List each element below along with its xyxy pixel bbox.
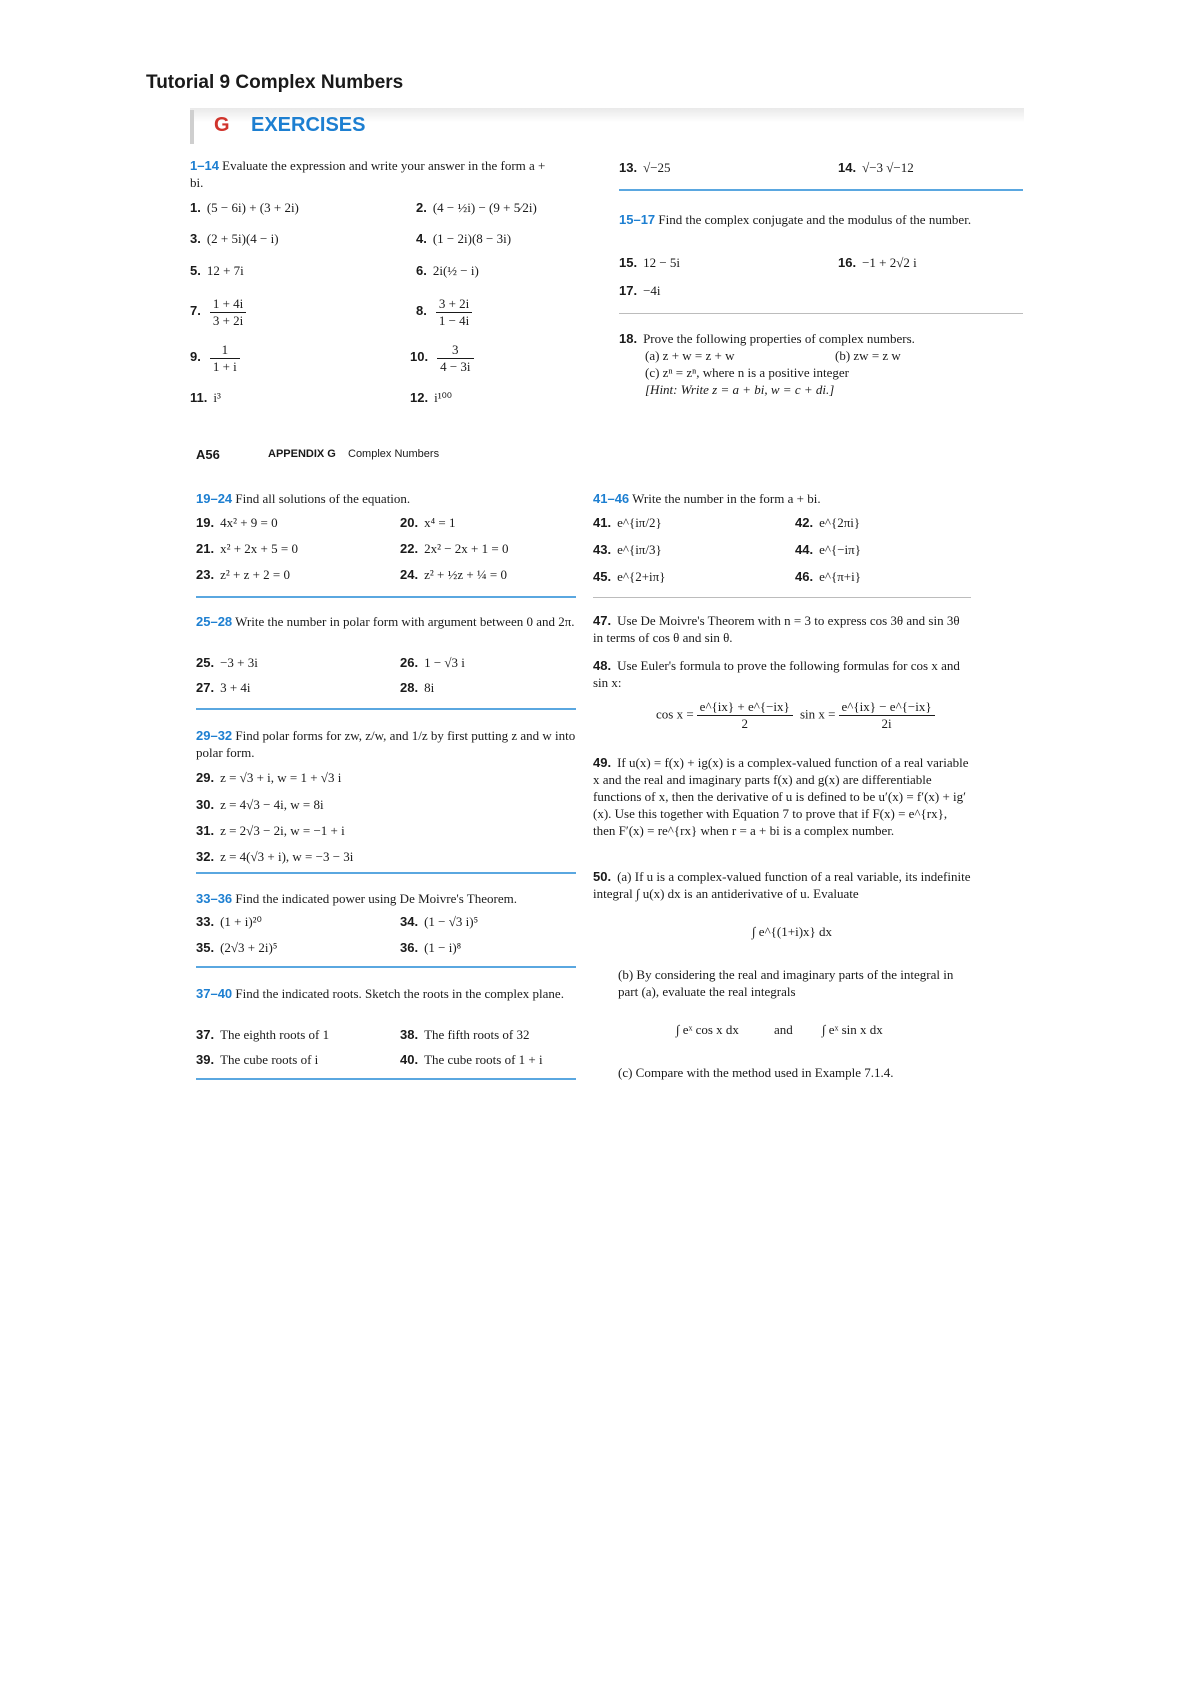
exercise-23: 23. z² + z + 2 = 0 [196,567,291,582]
exercise-17: 17. −4i [619,283,661,298]
exercise-20: 20. x⁴ = 1 [400,515,456,530]
exercise-44: 44. e^{−iπ} [795,542,861,557]
exercise-4: 4. (1 − 2i)(8 − 3i) [416,231,512,246]
instruction-29-32: 29–32 Find polar forms for zw, z/w, and 1/z by first putting z and w into polar form. [196,728,576,760]
section-divider [196,872,576,874]
cos-formula: cos x = $\frac{e\^{}\{ix\} + e\^{}\{-ix\}}{2}$ [656,699,796,732]
exercise-28: 28. 8i [400,680,435,695]
exercise-50: 50. (a) If u is a complex-valued function of a real variable, its indefinite integral ∫ u(x) dx is an antiderivative of u. Evaluate [593,869,971,901]
exercise-18: 18. Prove the following properties of complex numbers. (a) z + w = z + w (b) zw = z w (c) zⁿ = zⁿ, where n is a positive integer [Hint: Write z = a + bi, w = c + di.] [619,331,915,397]
sin-formula: sin x = $\frac{e\^{}\{ix\} - e\^{}\{-ix\}}{2i}$ [800,699,938,732]
exercise-8: 8. $\frac{3 + 2i}{1 - 4i}$ [416,296,475,329]
exercise-21: 21. x² + 2x + 5 = 0 [196,541,298,556]
appendix-label: APPENDIX G [268,448,336,460]
exercise-16: 16. −1 + 2√2 i [838,255,917,270]
exercise-25: 25. −3 + 3i [196,655,258,670]
exercises-heading: EXERCISES [251,114,366,136]
instruction-25-28: 25–28 Write the number in polar form with argument between 0 and 2π. [196,614,575,629]
appendix-letter: G [214,114,230,136]
section-divider [593,597,971,598]
exercise-38: 38. The fifth roots of 32 [400,1027,530,1042]
exercise-27: 27. 3 + 4i [196,680,251,695]
exercise-22: 22. 2x² − 2x + 1 = 0 [400,541,509,556]
exercise-41: 41. e^{iπ/2} [593,515,662,530]
exercise-10: 10. $\frac{3}{4 - 3i}$ [410,342,477,375]
range-label: 1–14 [190,158,219,173]
exercise-1: 1. (5 − 6i) + (3 + 2i) [190,200,299,215]
exercise-26: 26. 1 − √3 i [400,655,465,670]
exercise-15: 15. 12 − 5i [619,255,681,270]
exercise-29: 29. z = √3 + i, w = 1 + √3 i [196,770,342,785]
exercise-48: 48. Use Euler's formula to prove the following formulas for cos x and sin x: [593,658,960,690]
exercise-46: 46. e^{π+i} [795,569,861,584]
exercise-32: 32. z = 4(√3 + i), w = −3 − 3i [196,849,354,864]
section-divider [196,708,576,710]
exercise-6: 6. 2i(½ − i) [416,263,479,278]
page-number: A56 [196,447,220,462]
exercise-3: 3. (2 + 5i)(4 − i) [190,231,279,246]
exercise-12: 12. i¹⁰⁰ [410,390,453,405]
exercise-35: 35. (2√3 + 2i)⁵ [196,940,278,955]
section-divider [196,966,576,968]
exercise-50-part-c: (c) Compare with the method used in Example 7.1.4. [618,1065,894,1080]
exercise-37: 37. The eighth roots of 1 [196,1027,330,1042]
exercise-42: 42. e^{2πi} [795,515,861,530]
exercise-40: 40. The cube roots of 1 + i [400,1052,543,1067]
instruction-text: Evaluate the expression and write your answer in the form a + bi. [190,158,546,190]
exercise-43: 43. e^{iπ/3} [593,542,662,557]
integral-part-a: ∫ e^{(1+i)x} dx [752,924,833,939]
exercise-13: 13. √−25 [619,160,671,175]
exercise-7: 7. $\frac{1 + 4i}{3 + 2i}$ [190,296,249,329]
integral-sin: ∫ eˣ sin x dx [822,1022,883,1037]
exercise-36: 36. (1 − i)⁸ [400,940,462,955]
section-divider [619,189,1023,191]
section-divider [196,596,576,598]
exercise-11: 11. i³ [190,390,221,405]
instruction-33-36: 33–36 Find the indicated power using De Moivre's Theorem. [196,891,517,906]
section-divider [196,1078,576,1080]
exercise-39: 39. The cube roots of i [196,1052,319,1067]
exercise-5: 5. 12 + 7i [190,263,244,278]
instruction-41-46: 41–46 Write the number in the form a + bi. [593,491,821,506]
exercise-30: 30. z = 4√3 − 4i, w = 8i [196,797,324,812]
document-title: Tutorial 9 Complex Numbers [146,72,404,93]
exercise-24: 24. z² + ½z + ¼ = 0 [400,567,508,582]
instruction-37-40: 37–40 Find the indicated roots. Sketch the roots in the complex plane. [196,986,564,1001]
section-divider [619,313,1023,314]
instruction-1-14 [190,157,550,191]
exercise-31: 31. z = 2√3 − 2i, w = −1 + i [196,823,345,838]
exercise-33: 33. (1 + i)²⁰ [196,914,262,929]
exercise-50-part-b: (b) By considering the real and imaginary parts of the integral in part (a), evaluate the real integrals [618,967,954,999]
instruction-15-17: 15–17 Find the complex conjugate and the modulus of the number. [619,212,972,227]
exercise-49: 49. If u(x) = f(x) + ig(x) is a complex-valued function of a real variable x and the real and imaginary parts f(x) and g(x) are differentiable functions of x, then the derivative of u is defined to be u′(x) = f′(x) + ig′(x). Use this together with Equation 7 to prove that if F(x) = e^{rx}, then F′(x) = re^{rx} when r = a + bi is a complex number. [593,755,969,838]
appendix-title: Complex Numbers [348,448,440,460]
exercise-45: 45. e^{2+iπ} [593,569,666,584]
exercise-14: 14. √−3 √−12 [838,160,914,175]
instruction-19-24: 19–24 Find all solutions of the equation. [196,491,411,506]
band-accent-bar [190,110,194,144]
exercise-47: 47. Use De Moivre's Theorem with n = 3 to express cos 3θ and sin 3θ in terms of cos θ and sin θ. [593,613,960,645]
exercise-19: 19. 4x² + 9 = 0 [196,515,278,530]
and-label: and [774,1022,793,1037]
integral-cos: ∫ eˣ cos x dx [676,1022,739,1037]
exercise-34: 34. (1 − √3 i)⁵ [400,914,479,929]
exercise-2: 2. (4 − ½i) − (9 + 5⁄2i) [416,200,537,215]
exercise-9: 9. $\frac{1}{1 + i}$ [190,342,243,375]
